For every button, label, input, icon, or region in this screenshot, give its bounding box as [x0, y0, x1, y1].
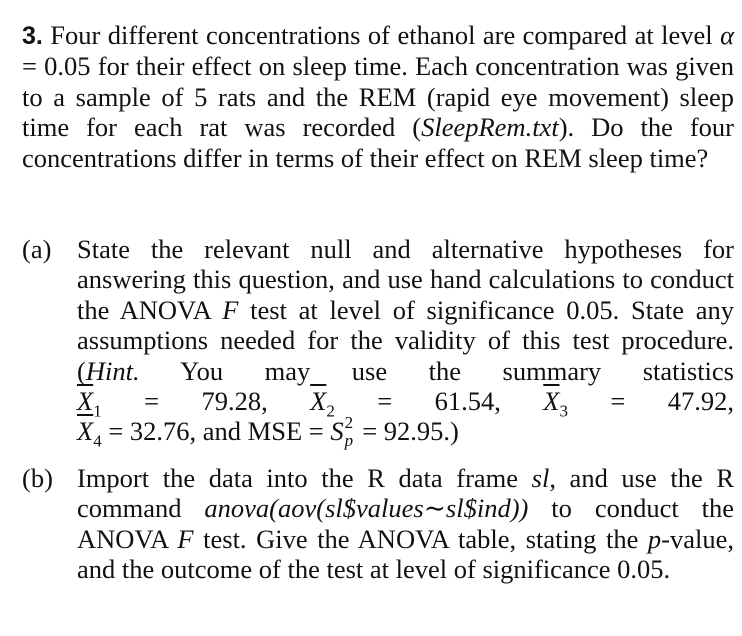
part-b-text-5: -value, and the outcome of the test at level of significance 0.05. [77, 523, 734, 585]
problem-text-1: Four different concentrations of ethanol are compared at level [50, 20, 721, 50]
xbar-2-value: = 61.54, [334, 386, 544, 417]
part-b-text-3: to conduct the ANOVA [77, 493, 735, 554]
xbar-1-symbol: $\overline{X}$ [77, 386, 94, 417]
problem-text-3: ). Do the four concentrations differ in terms of their effect on REM sleep time? [22, 112, 734, 173]
part-a-text-1: State the relevant null and alternative hypotheses for answering this question, and use hand calculations to conduct the ANOVA [77, 234, 734, 325]
part-b-body [77, 463, 734, 585]
f-symbol-b: F [177, 523, 194, 554]
hint-label: Hint. [85, 355, 140, 386]
f-symbol: F [222, 294, 239, 325]
xbar-4-value: = 32.76, and MSE = [101, 416, 331, 447]
xbar-3-subscript: 3 [559, 401, 568, 421]
part-a-text-3: You may use the summary statistics [139, 355, 734, 386]
equals-sign: = [22, 51, 45, 82]
part-a-label: (a) [22, 234, 52, 264]
part-b [22, 463, 734, 585]
p-symbol: p [647, 523, 662, 554]
part-b-text-2: , and use the R command [77, 463, 734, 524]
xbar-4-subscript: 4 [93, 431, 102, 451]
part-b-text-4: test. Give the ANOVA table, stating the [193, 523, 648, 554]
xbar-2-symbol: $\overline{X}$ [310, 386, 327, 417]
alpha-value: 0.05 [44, 51, 91, 82]
xbar-3-symbol: $\overline{X}$ [543, 386, 560, 417]
s-subscript: p [344, 431, 354, 451]
part-a-text-2: test at level of significance 0.05. State any assumptions needed for the validity of this test procedure. ( [77, 294, 734, 386]
pooled-variance [330, 413, 459, 451]
xbar-3-value: = 47.92, [567, 386, 734, 417]
xbar-2-subscript: 2 [326, 401, 335, 421]
xbar-1-value: = 79.28, [101, 386, 311, 417]
problem-statement [22, 20, 734, 173]
xbar-4 [77, 416, 331, 451]
data-frame-name: sl [531, 463, 550, 493]
xbar-1 [77, 386, 311, 421]
s-scripts [344, 413, 356, 451]
r-command: anova(aov(sl$values∼sl$ind)) [204, 493, 529, 524]
xbar-1-subscript: 1 [93, 401, 102, 421]
xbar-3 [543, 386, 734, 421]
part-a [22, 234, 734, 451]
s-symbol: S [330, 416, 344, 447]
part-a-body [77, 234, 734, 451]
alpha-symbol: α [720, 20, 734, 50]
s-value: = 92.95.) [355, 416, 459, 447]
problem-paragraph [22, 20, 734, 173]
s-superscript: 2 [344, 413, 354, 433]
part-b-text-1: Import the data into the R data frame [77, 463, 532, 493]
data-file-name: SleepRem.txt [421, 112, 559, 143]
xbar-4-symbol: $\overline{X}$ [77, 416, 94, 447]
problem-number: 3. [22, 22, 43, 50]
problem-text-2: for their effect on sleep time. Each concentration was given to a sample of 5 rats and the REM (rapid eye movement) sleep time for each rat was recorded ( [22, 51, 734, 143]
part-b-label: (b) [22, 463, 53, 493]
